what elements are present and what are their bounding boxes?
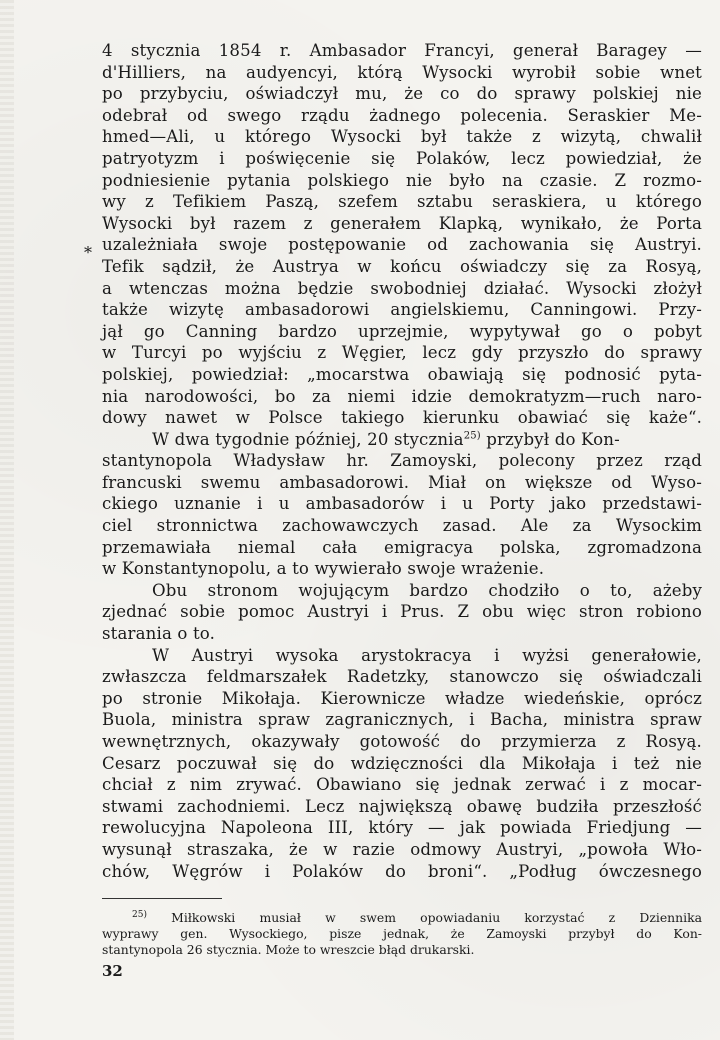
footnote-line: stantynopola 26 stycznia. Może to wreszcie błąd drukarski. xyxy=(102,942,475,957)
main-text-block xyxy=(102,40,702,882)
text-line: patryotyzm i poświęcenie się Polaków, lecz powiedział, że xyxy=(102,148,702,168)
text-line: w Turcyi po wyjściu z Węgier, lecz gdy przyszło do sprawy xyxy=(102,343,702,363)
footnote-line: wyprawy gen. Wysockiego, pisze jednak, że Zamoyski przybył do Kon- xyxy=(102,926,702,941)
footnote-text: Miłkowski musiał w swem opowiadaniu korzystać z Dziennika xyxy=(171,910,702,925)
text-line-with-footnote-ref xyxy=(102,429,702,451)
footnote-line xyxy=(102,910,702,926)
text-line: Tefik sądził, że Austrya w końcu oświadczy się za Rosyą, xyxy=(102,256,702,276)
text-line: Obu stronom wojującym bardzo chodziło o to, ażeby xyxy=(152,580,702,600)
text-line: wy z Tefikiem Paszą, szefem sztabu seraskiera, u którego xyxy=(102,192,702,212)
text-line: rewolucyjna Napoleona III, który — jak powiada Friedjung — xyxy=(102,818,702,838)
text-line: wewnętrznych, okazywały gotowość do przymierza z Rosyą. xyxy=(102,732,702,751)
text-line: wysunął straszaka, że w razie odmowy Austryi, „powoła Wło- xyxy=(102,839,702,859)
text-line: zjednać sobie pomoc Austryi i Prus. Z obu więc stron robiono xyxy=(102,602,702,622)
text-line: zwłaszcza feldmarszałek Radetzky, stanowczo się oświadczali xyxy=(102,667,702,687)
margin-mark: * xyxy=(84,243,92,262)
footnote-reference: 25) xyxy=(463,430,481,442)
text-line: przemawiała niemal cała emigracya polska, zgromadzona xyxy=(102,537,702,557)
text-line: dowy nawet w Polsce takiego kierunku obawiać się każe“. xyxy=(102,408,702,428)
text-line: Cesarz poczuwał się do wdzięczności dla Mikołaja i też nie xyxy=(102,753,702,773)
text-line: Buola, ministra spraw zagranicznych, i Bacha, ministra spraw xyxy=(102,710,702,730)
text-line: Wysocki był razem z generałem Klapką, wynikało, że Porta xyxy=(102,213,702,233)
text-line-part: przybył do Kon- xyxy=(480,429,620,449)
text-line: d'Hilliers, na audyencyi, którą Wysocki wyrobił sobie wnet xyxy=(102,62,702,82)
text-line: chów, Węgrów i Polaków do broni“. „Podług ówczesnego xyxy=(102,861,702,881)
text-line: także wizytę ambasadorowi angielskiemu, Canningowi. Przy- xyxy=(102,300,702,320)
text-line: polskiej, powiedział: „mocarstwa obawiają się podnosić pyta- xyxy=(102,364,702,384)
page-binding-edge xyxy=(0,0,14,1040)
text-line: francuski swemu ambasadorowi. Miał on większe od Wyso- xyxy=(102,472,702,492)
text-line: stwami zachodniemi. Lecz największą obawę budziła przeszłość xyxy=(102,796,702,816)
text-line: jął go Canning bardzo uprzejmie, wypytywał go o pobyt xyxy=(102,321,702,341)
footnote xyxy=(102,910,702,958)
text-line: chciał z nim zrywać. Obawiano się jednak zerwać i z mocar- xyxy=(102,775,702,795)
text-line: podniesienie pytania polskiego nie było na czasie. Z rozmo- xyxy=(102,170,702,190)
text-line: hmed—Ali, u którego Wysocki był także z wizytą, chwalił xyxy=(102,127,702,147)
text-line: W Austryi wysoka arystokracya i wyżsi generałowie, xyxy=(152,645,702,665)
text-line: starania o to. xyxy=(102,624,216,644)
text-line: po stronie Mikołaja. Kierownicze władze wiedeńskie, oprócz xyxy=(102,688,702,708)
text-line: w Konstantynopolu, a to wywierało swoje wrażenie. xyxy=(102,559,545,579)
page-number: 32 xyxy=(102,962,123,980)
text-line: odebrał od swego rządu żadnego polecenia. Seraskier Me- xyxy=(102,105,702,125)
text-line-part: W dwa tygodnie później, 20 stycznia xyxy=(152,429,464,449)
text-line: a wtenczas można będzie swobodniej działać. Wysocki złożył xyxy=(102,278,702,298)
text-line: ckiego uznanie i u ambasadorów i u Porty jako przedstawi- xyxy=(102,494,702,514)
footnote-number: 25) xyxy=(132,909,147,920)
text-line: po przybyciu, oświadczył mu, że co do sprawy polskiej nie xyxy=(102,84,702,104)
footnote-divider xyxy=(102,898,222,899)
text-line: nia narodowości, bo za niemi idzie demokratyzm—ruch naro- xyxy=(102,386,702,406)
text-line: ciel stronnictwa zachowawczych zasad. Ale za Wysockim xyxy=(102,516,702,536)
text-line: uzależniała swoje postępowanie od zachowania się Austryi. xyxy=(102,235,702,255)
text-line: 4 stycznia 1854 r. Ambasador Francyi, generał Baragey — xyxy=(102,41,702,60)
text-line: stantynopola Władysław hr. Zamoyski, polecony przez rząd xyxy=(102,451,702,471)
